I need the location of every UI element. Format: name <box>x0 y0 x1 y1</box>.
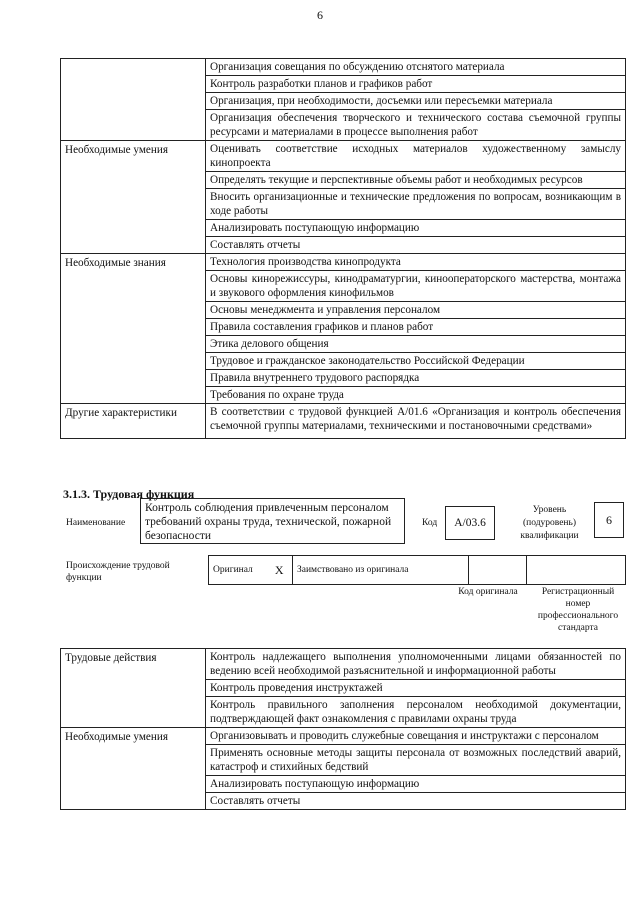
table-row <box>61 649 626 680</box>
table-cell: Анализировать поступающую информацию <box>206 776 626 793</box>
row-label-skills: Необходимые умения <box>61 141 206 254</box>
table-cell: Правила составления графиков и планов работ <box>206 319 626 336</box>
knowledge-skills-table <box>60 58 626 439</box>
table-cell: Контроль разработки планов и графиков работ <box>206 76 626 93</box>
row-label-knowledge: Необходимые знания <box>61 254 206 404</box>
row-label-actions: Трудовые действия <box>61 649 206 728</box>
table-row <box>61 141 626 172</box>
reg-number-caption: Регистрационный номер профессионального стандарта <box>537 587 619 633</box>
table-cell: Контроль правильного заполнения персоналом необходимой документации, подтверждающей факт ознакомления с правилами охраны труда <box>206 697 626 728</box>
name-label: Наименование <box>66 518 126 528</box>
table-cell: Технология производства кинопродукта <box>206 254 626 271</box>
table-cell: Оценивать соответствие исходных материалов художественному замыслу кинопроекта <box>206 141 626 172</box>
table-cell: Определять текущие и перспективные объемы работ и необходимых ресурсов <box>206 172 626 189</box>
code-original-cell <box>469 556 527 585</box>
origin-label: Происхождение трудовой функции <box>66 561 170 583</box>
table-cell: Анализировать поступающую информацию <box>206 220 626 237</box>
table-cell: Составлять отчеты <box>206 793 626 810</box>
row-label-other: Другие характеристики <box>61 404 206 439</box>
table-cell: Правила внутреннего трудового распорядка <box>206 370 626 387</box>
borrowed-mark <box>449 556 469 585</box>
table-row <box>61 404 626 439</box>
table-cell: Вносить организационные и технические предложения по вопросам, возникающим в ходе работы <box>206 189 626 220</box>
table-cell: Трудовое и гражданское законодательство Российской Федерации <box>206 353 626 370</box>
origin-table <box>208 555 626 585</box>
borrowed-label: Заимствовано из оригинала <box>293 556 449 585</box>
row-label-skills: Необходимые умения <box>61 728 206 810</box>
table-cell: Применять основные методы защиты персонала от возможных последствий аварий, катастроф и стихийных бедствий <box>206 745 626 776</box>
row-label <box>61 59 206 141</box>
table-cell: Контроль надлежащего выполнения уполномоченными лицами обязанностей по ведению всей необходимой разъяснительной и информационной работы <box>206 649 626 680</box>
section-heading: 3.1.3. Трудовая функция <box>63 487 195 501</box>
function-code-box: А/03.6 <box>445 506 495 540</box>
table-cell: Организация, при необходимости, досъемки или пересъемки материала <box>206 93 626 110</box>
table-row <box>61 728 626 745</box>
table-row <box>61 254 626 271</box>
table-cell: Требования по охране труда <box>206 387 626 404</box>
table-cell: Этика делового общения <box>206 336 626 353</box>
table-row <box>61 59 626 76</box>
code-original-caption: Код оригинала <box>458 587 518 597</box>
function-name-box: Контроль соблюдения привлеченным персоналом требований охраны труда, технической, пожарной безопасности <box>140 498 405 544</box>
table-cell: Основы менеджмента и управления персоналом <box>206 302 626 319</box>
original-mark: X <box>267 556 293 585</box>
table-cell: Контроль проведения инструктажей <box>206 680 626 697</box>
reg-number-cell <box>527 556 626 585</box>
table-cell: Организация обеспечения творческого и технического состава съемочной группы ресурсами и материалами в процессе выполнения работ <box>206 110 626 141</box>
table-cell: Организация совещания по обсуждению отснятого материала <box>206 59 626 76</box>
original-label: Оригинал <box>209 556 267 585</box>
page-number: 6 <box>317 8 323 22</box>
table-cell: В соответствии с трудовой функцией А/01.6 «Организация и контроль обеспечения съемочной группы материалами, техническими и постановочными средствами» <box>206 404 626 439</box>
level-label: Уровень (подуровень) квалификации <box>520 505 579 541</box>
table-cell: Составлять отчеты <box>206 237 626 254</box>
table-cell: Организовывать и проводить служебные совещания и инструктажи с персоналом <box>206 728 626 745</box>
code-label: Код <box>422 518 438 528</box>
labor-actions-table <box>60 648 626 810</box>
qualification-level-box: 6 <box>594 502 624 538</box>
table-cell: Основы кинорежиссуры, кинодраматургии, кинооператорского мастерства, монтажа и звукового оформления кинофильмов <box>206 271 626 302</box>
